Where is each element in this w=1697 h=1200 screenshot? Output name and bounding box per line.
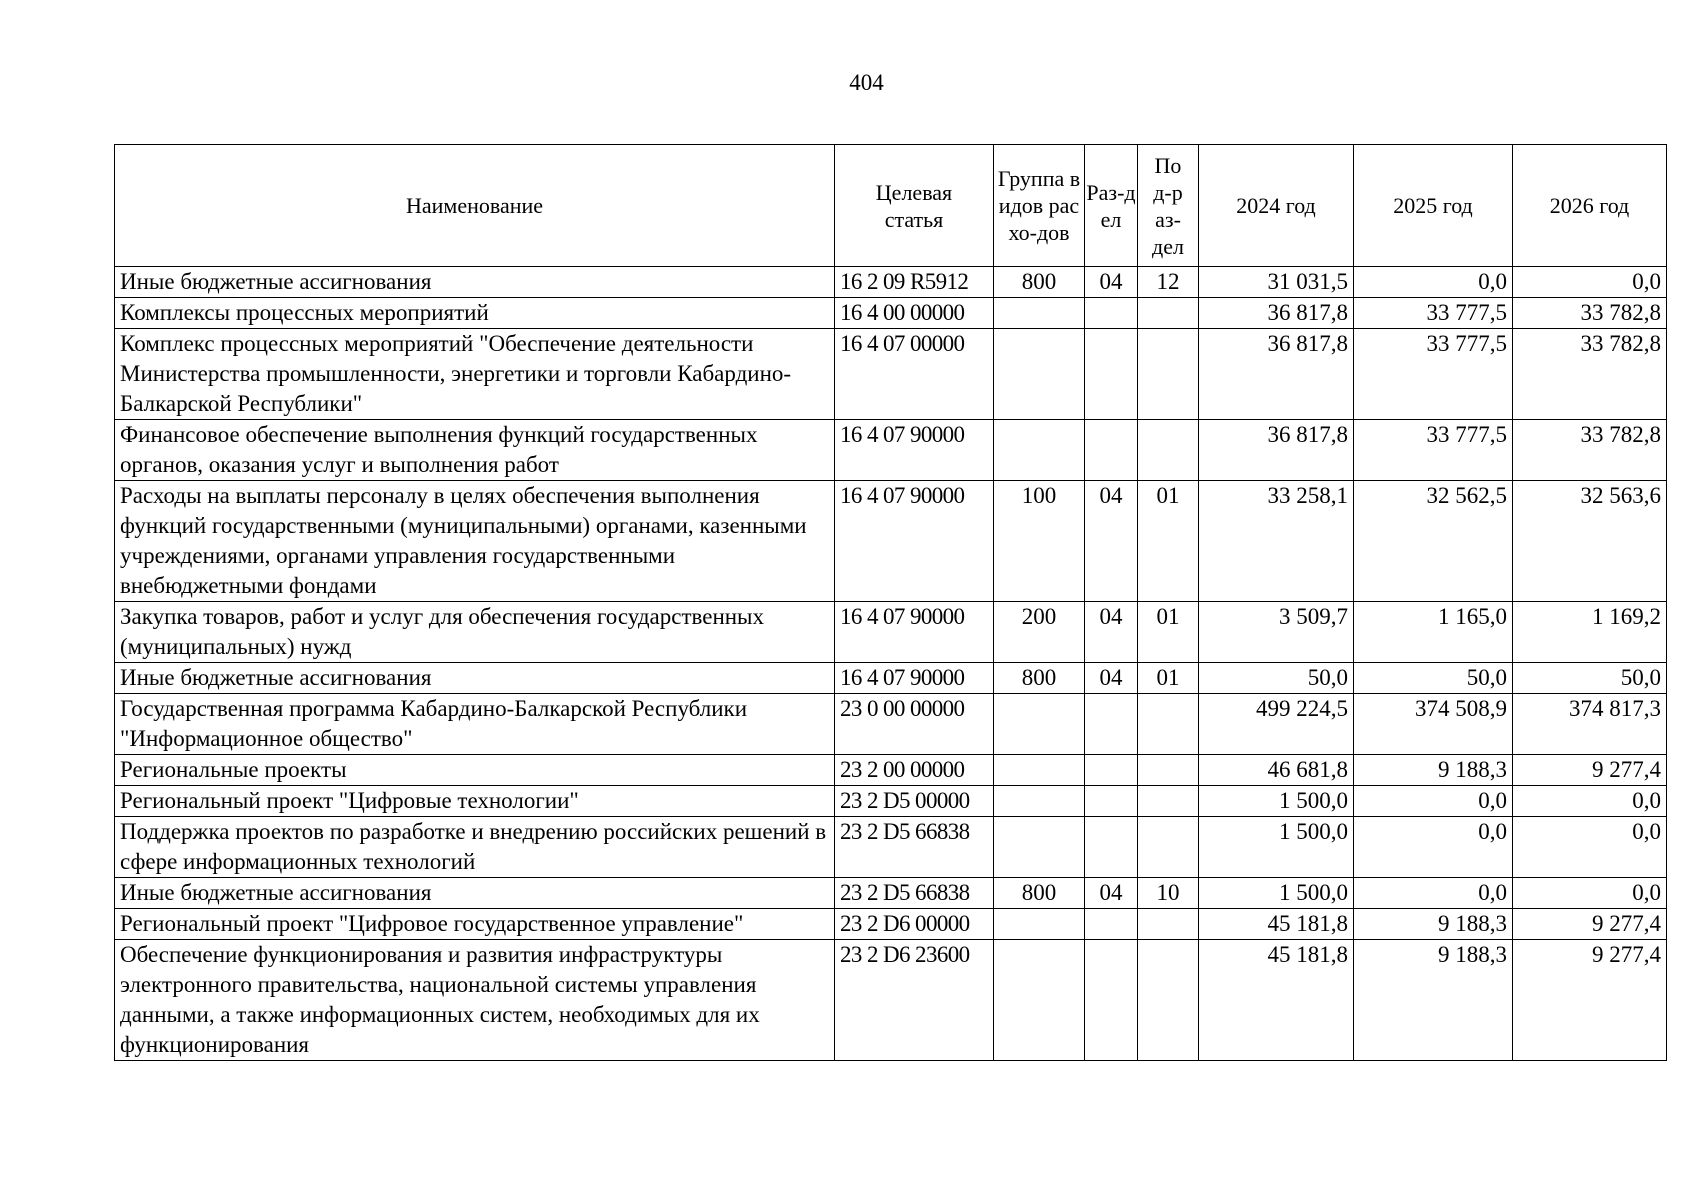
row-section <box>1085 298 1138 329</box>
row-name: Комплекс процессных мероприятий "Обеспечение деятельности Министерства промышленности, энергетики и торговли Кабардино-Балкарской Республики" <box>115 329 835 420</box>
row-group: 800 <box>994 267 1085 298</box>
row-code: 23 2 D5 66838 <box>835 817 994 878</box>
row-2025: 50,0 <box>1354 663 1513 694</box>
row-2026: 9 277,4 <box>1513 909 1667 940</box>
row-section: 04 <box>1085 878 1138 909</box>
row-code: 23 2 D5 66838 <box>835 878 994 909</box>
row-group <box>994 817 1085 878</box>
row-2024: 45 181,8 <box>1199 940 1354 1061</box>
header-name: Наименование <box>115 145 835 267</box>
row-group <box>994 786 1085 817</box>
row-2025: 9 188,3 <box>1354 909 1513 940</box>
row-group <box>994 755 1085 786</box>
row-code: 16 2 09 R5912 <box>835 267 994 298</box>
row-name: Финансовое обеспечение выполнения функций государственных органов, оказания услуг и выполнения работ <box>115 420 835 481</box>
row-name: Иные бюджетные ассигнования <box>115 663 835 694</box>
row-code: 16 4 07 90000 <box>835 663 994 694</box>
row-section <box>1085 329 1138 420</box>
row-2024: 31 031,5 <box>1199 267 1354 298</box>
row-code: 23 0 00 00000 <box>835 694 994 755</box>
row-2026: 9 277,4 <box>1513 940 1667 1061</box>
table-row <box>115 663 1667 694</box>
row-section <box>1085 420 1138 481</box>
row-2025: 0,0 <box>1354 878 1513 909</box>
row-2025: 33 777,5 <box>1354 420 1513 481</box>
row-2025: 33 777,5 <box>1354 329 1513 420</box>
row-2025: 33 777,5 <box>1354 298 1513 329</box>
row-2026: 1 169,2 <box>1513 602 1667 663</box>
row-code: 23 2 D5 00000 <box>835 786 994 817</box>
row-2024: 499 224,5 <box>1199 694 1354 755</box>
row-section: 04 <box>1085 267 1138 298</box>
row-2024: 45 181,8 <box>1199 909 1354 940</box>
row-subsection <box>1138 329 1199 420</box>
row-2026: 0,0 <box>1513 267 1667 298</box>
row-subsection <box>1138 694 1199 755</box>
table-row <box>115 878 1667 909</box>
table-row <box>115 755 1667 786</box>
row-2024: 1 500,0 <box>1199 786 1354 817</box>
header-target: Целевая статья <box>835 145 994 267</box>
table-row <box>115 817 1667 878</box>
budget-table <box>114 144 1667 1061</box>
page-number: 404 <box>849 70 884 95</box>
row-subsection: 12 <box>1138 267 1199 298</box>
header-2025: 2025 год <box>1354 145 1513 267</box>
row-group: 200 <box>994 602 1085 663</box>
row-2025: 32 562,5 <box>1354 481 1513 602</box>
row-subsection <box>1138 940 1199 1061</box>
row-section: 04 <box>1085 663 1138 694</box>
row-name: Обеспечение функционирования и развития инфраструктуры электронного правительства, национальной системы управления данными, а также информационных систем, необходимых для их функционирования <box>115 940 835 1061</box>
table-row <box>115 298 1667 329</box>
row-section <box>1085 817 1138 878</box>
row-group: 100 <box>994 481 1085 602</box>
table-row <box>115 786 1667 817</box>
header-row <box>115 145 1667 267</box>
row-group <box>994 694 1085 755</box>
row-subsection: 01 <box>1138 602 1199 663</box>
row-code: 16 4 07 90000 <box>835 602 994 663</box>
row-code: 23 2 D6 00000 <box>835 909 994 940</box>
row-2026: 9 277,4 <box>1513 755 1667 786</box>
row-code: 23 2 00 00000 <box>835 755 994 786</box>
header-section: Раз-дел <box>1085 145 1138 267</box>
row-2025: 0,0 <box>1354 267 1513 298</box>
row-group <box>994 909 1085 940</box>
row-2024: 1 500,0 <box>1199 817 1354 878</box>
row-2026: 50,0 <box>1513 663 1667 694</box>
row-2025: 9 188,3 <box>1354 940 1513 1061</box>
row-subsection <box>1138 817 1199 878</box>
row-group: 800 <box>994 663 1085 694</box>
row-name: Иные бюджетные ассигнования <box>115 878 835 909</box>
table-row <box>115 602 1667 663</box>
row-name: Иные бюджетные ассигнования <box>115 267 835 298</box>
row-2024: 46 681,8 <box>1199 755 1354 786</box>
row-section <box>1085 786 1138 817</box>
row-2024: 1 500,0 <box>1199 878 1354 909</box>
row-subsection <box>1138 298 1199 329</box>
row-2025: 1 165,0 <box>1354 602 1513 663</box>
row-section <box>1085 755 1138 786</box>
row-2026: 33 782,8 <box>1513 298 1667 329</box>
row-subsection: 01 <box>1138 663 1199 694</box>
row-code: 23 2 D6 23600 <box>835 940 994 1061</box>
row-2026: 374 817,3 <box>1513 694 1667 755</box>
row-2025: 0,0 <box>1354 786 1513 817</box>
table-row <box>115 420 1667 481</box>
row-group <box>994 420 1085 481</box>
table-row <box>115 481 1667 602</box>
row-2026: 0,0 <box>1513 878 1667 909</box>
row-code: 16 4 07 90000 <box>835 420 994 481</box>
row-code: 16 4 00 00000 <box>835 298 994 329</box>
row-2024: 50,0 <box>1199 663 1354 694</box>
row-2024: 36 817,8 <box>1199 329 1354 420</box>
row-2024: 33 258,1 <box>1199 481 1354 602</box>
row-2025: 374 508,9 <box>1354 694 1513 755</box>
row-name: Региональные проекты <box>115 755 835 786</box>
row-2026: 0,0 <box>1513 817 1667 878</box>
row-name: Поддержка проектов по разработке и внедрению российских решений в сфере информационных технологий <box>115 817 835 878</box>
row-name: Закупка товаров, работ и услуг для обеспечения государственных (муниципальных) нужд <box>115 602 835 663</box>
row-subsection <box>1138 420 1199 481</box>
row-group: 800 <box>994 878 1085 909</box>
row-2026: 33 782,8 <box>1513 420 1667 481</box>
row-group <box>994 329 1085 420</box>
row-section <box>1085 909 1138 940</box>
row-2026: 32 563,6 <box>1513 481 1667 602</box>
row-2024: 36 817,8 <box>1199 298 1354 329</box>
row-2024: 36 817,8 <box>1199 420 1354 481</box>
header-subsection: Под-раз-дел <box>1138 145 1199 267</box>
row-2025: 0,0 <box>1354 817 1513 878</box>
row-name: Комплексы процессных мероприятий <box>115 298 835 329</box>
header-2024: 2024 год <box>1199 145 1354 267</box>
row-name: Региональный проект "Цифровые технологии" <box>115 786 835 817</box>
row-subsection <box>1138 755 1199 786</box>
row-2026: 33 782,8 <box>1513 329 1667 420</box>
row-group <box>994 940 1085 1061</box>
row-name: Региональный проект "Цифровое государственное управление" <box>115 909 835 940</box>
row-subsection: 01 <box>1138 481 1199 602</box>
row-subsection <box>1138 786 1199 817</box>
header-2026: 2026 год <box>1513 145 1667 267</box>
table-row <box>115 267 1667 298</box>
table-row <box>115 940 1667 1061</box>
table-row <box>115 694 1667 755</box>
row-section: 04 <box>1085 481 1138 602</box>
row-section: 04 <box>1085 602 1138 663</box>
row-code: 16 4 07 90000 <box>835 481 994 602</box>
row-2024: 3 509,7 <box>1199 602 1354 663</box>
row-section <box>1085 940 1138 1061</box>
row-subsection <box>1138 909 1199 940</box>
row-code: 16 4 07 00000 <box>835 329 994 420</box>
row-2026: 0,0 <box>1513 786 1667 817</box>
row-subsection: 10 <box>1138 878 1199 909</box>
row-name: Расходы на выплаты персоналу в целях обеспечения выполнения функций государственными (муниципальными) органами, казенными учреждениями, органами управления государственными внебюджетными фондами <box>115 481 835 602</box>
row-group <box>994 298 1085 329</box>
table-row <box>115 329 1667 420</box>
row-2025: 9 188,3 <box>1354 755 1513 786</box>
table-row <box>115 909 1667 940</box>
header-group: Группа видов расхо-дов <box>994 145 1085 267</box>
row-name: Государственная программа Кабардино-Балкарской Республики "Информационное общество" <box>115 694 835 755</box>
row-section <box>1085 694 1138 755</box>
